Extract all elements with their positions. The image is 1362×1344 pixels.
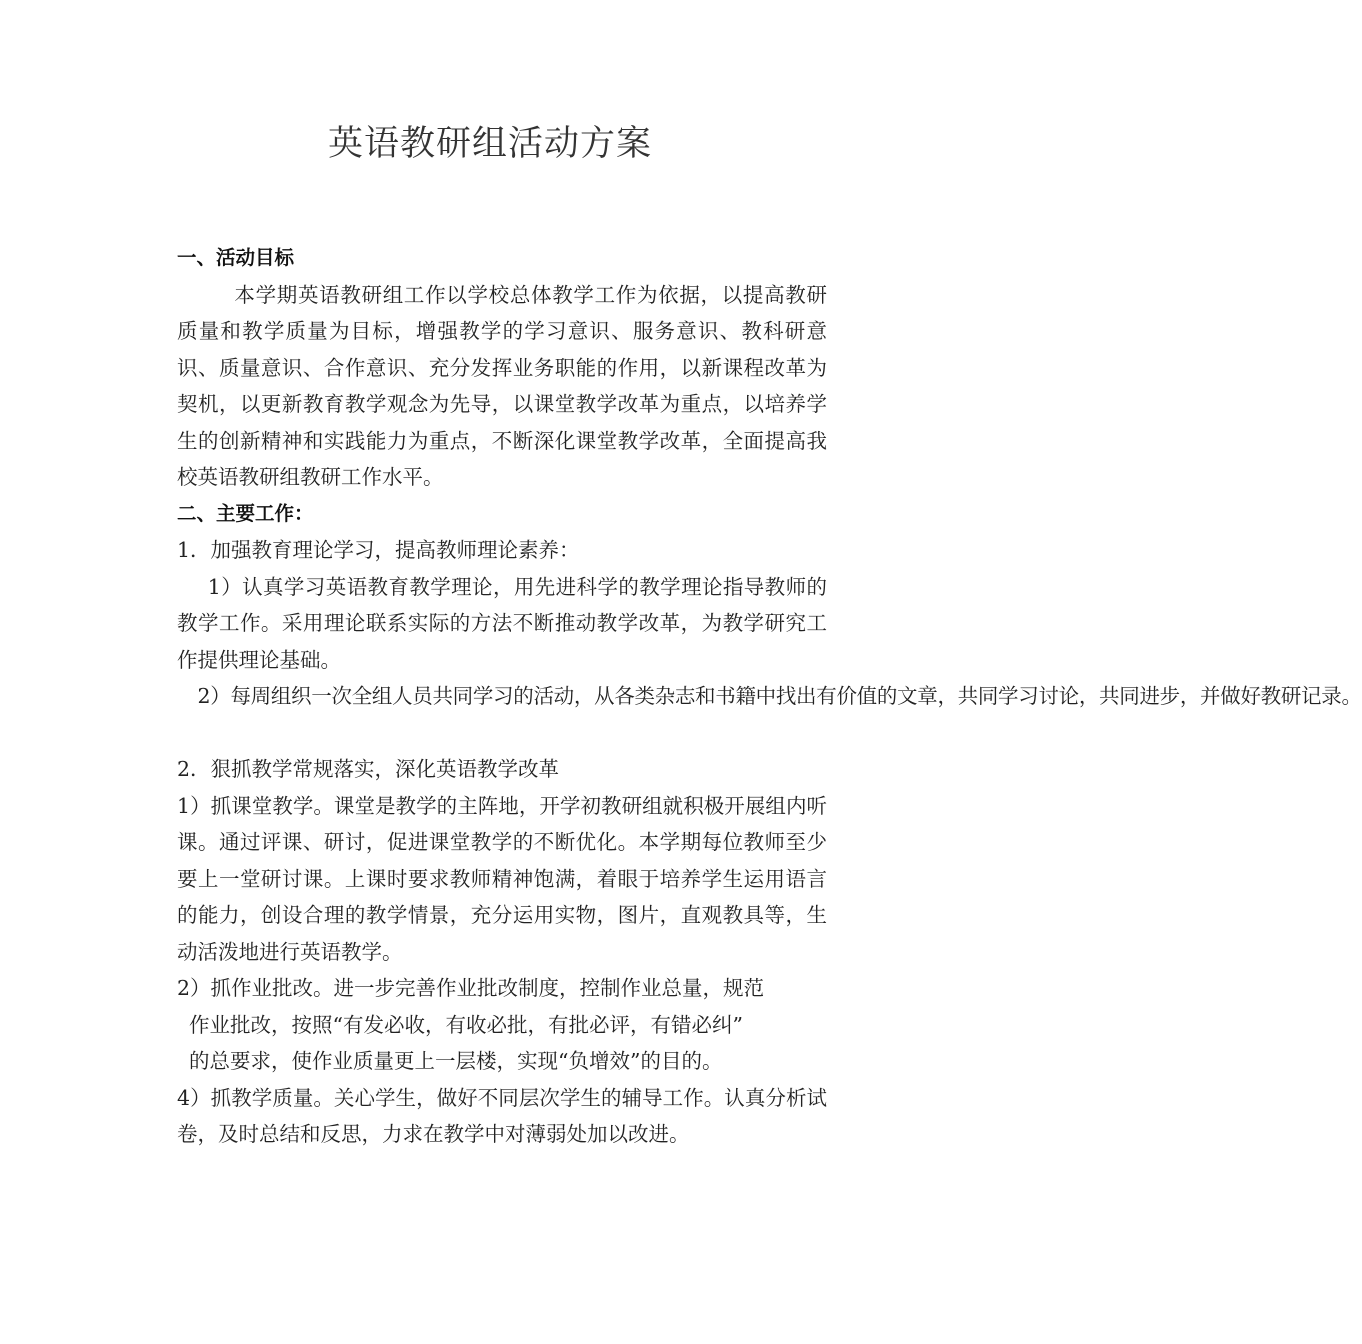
- item-heading-routine: 2．狠抓教学常规落实，深化英语教学改革: [177, 757, 560, 781]
- paragraph-quality: 4）抓教学质量。关心学生，做好不同层次学生的辅导工作。认真分析试卷，及时总结和反思，力求在教学中对薄弱处加以改进。: [177, 1085, 827, 1146]
- paragraph-theory-1: 1）认真学习英语教育教学理论，用先进科学的教学理论指导教师的教学工作。采用理论联系实际的方法不断推动教学改革，为教学研究工作提供理论基础。: [177, 574, 827, 672]
- paragraph-homework-line1: 2）抓作业批改。进一步完善作业批改制度，控制作业总量，规范: [177, 976, 765, 1000]
- paragraph-homework-line2: 作业批改，按照“有发必收，有收必批，有批必评，有错必纠”: [189, 1012, 743, 1037]
- item-heading-theory: 1．加强教育理论学习，提高教师理论素养：: [177, 538, 580, 562]
- document-body: [177, 240, 1362, 1153]
- paragraph-classroom: 1）抓课堂教学。课堂是教学的主阵地，开学初教研组就积极开展组内听课。通过评课、研讨，促进课堂教学的不断优化。本学期每位教师至少要上一堂研讨课。上课时要求教师精神饱满，着眼于培养学生运用语言的能力，创设合理的教学情景，充分运用实物，图片，直观教具等，生动活泼地进行英语教学。: [177, 793, 827, 964]
- blank-line: [177, 715, 827, 752]
- section-heading-goals: 一、活动目标: [177, 246, 295, 269]
- paragraph-goals: 本学期英语教研组工作以学校总体教学工作为依据，以提高教研质量和教学质量为目标，增强教学的学习意识、服务意识、教科研意识、质量意识、合作意识、充分发挥业务职能的作用，以新课程改革为契机，以更新教育教学观念为先导，以课堂教学改革为重点，以培养学生的创新精神和实践能力为重点，不断深化课堂教学改革，全面提高我校英语教研组教研工作水平。: [177, 282, 827, 489]
- paragraph-homework-line3: 的总要求，使作业质量更上一层楼，实现“负增效”的目的。: [189, 1049, 723, 1073]
- section-heading-main-work: 二、主要工作：: [177, 501, 314, 525]
- page-title: 英语教研组活动方案: [327, 124, 652, 164]
- paragraph-theory-2: 2）每周组织一次全组人员共同学习的活动，从各类杂志和书籍中找出有价值的文章，共同学习讨论，共同进步，并做好教研记录。: [197, 684, 1362, 708]
